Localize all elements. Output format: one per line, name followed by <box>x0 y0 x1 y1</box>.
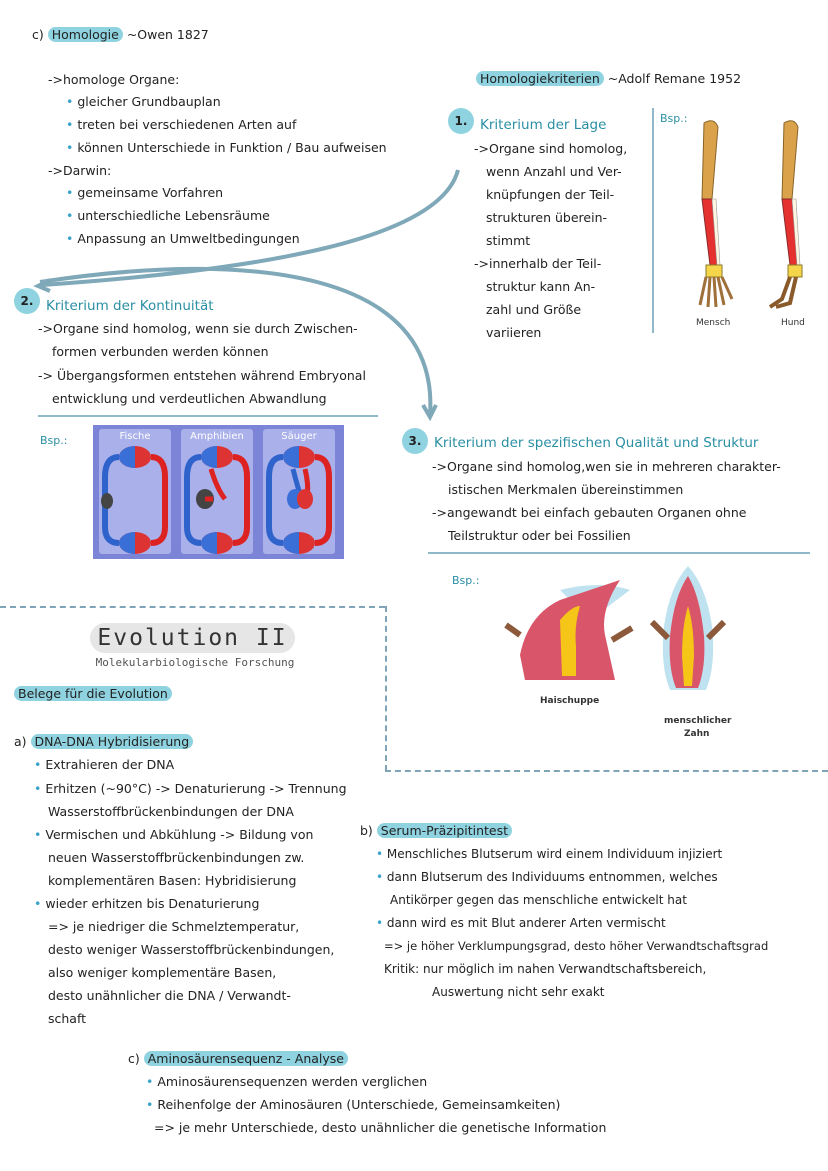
serum-point: • dann wird es mit Blut anderer Arten vermischt <box>376 914 666 932</box>
dna-text: desto weniger Wasserstoffbrückenbindungen, <box>48 942 335 957</box>
serum-text: Antikörper gegen das menschliche entwickelt hat <box>390 893 687 907</box>
section-letter: a) <box>14 734 27 749</box>
dna-text: => je niedriger die Schmelztemperatur, <box>48 919 300 934</box>
homologie-point: • gleicher Grundbauplan <box>66 93 221 111</box>
dna-point: • Vermischen und Abkühlung -> Bildung von <box>34 826 313 844</box>
kriterien-author: ~Adolf Remane 1952 <box>607 71 742 86</box>
panel-label: Amphibien <box>190 431 244 442</box>
k1-text: variieren <box>486 325 542 340</box>
dna-text: schaft <box>48 1011 87 1026</box>
k1-text: ->Organe sind homolog, <box>474 141 628 156</box>
k1-text: struktur kann An- <box>486 279 596 294</box>
heart-diagram-panel <box>93 425 344 559</box>
k1-bsp-label: Bsp.: <box>660 112 688 125</box>
serum-point: • Menschliches Blutserum wird einem Individuum injiziert <box>376 845 722 863</box>
dna-heading <box>14 733 193 751</box>
k3-divider <box>428 552 810 554</box>
evolution-border-top <box>0 606 385 608</box>
shark-scale <box>506 580 632 680</box>
scale-tooth-illustration <box>500 560 750 700</box>
section-letter: b) <box>360 823 373 838</box>
k2-text: entwicklung und verdeutlichen Abwandlung <box>52 391 327 406</box>
homologie-author: ~Owen 1827 <box>126 27 209 42</box>
darwin-point: • Anpassung an Umweltbedingungen <box>66 230 300 248</box>
k3-bsp-label: Bsp.: <box>452 574 480 587</box>
evolution-title: Evolution II <box>90 623 295 653</box>
kriterien-title: Homologiekriterien <box>476 71 604 86</box>
belege-heading <box>14 685 172 703</box>
k1-text: wenn Anzahl und Ver- <box>486 164 622 179</box>
amino-heading <box>128 1050 348 1068</box>
homologe-organe-label: ->homologe Organe: <box>48 72 180 87</box>
darwin-label: ->Darwin: <box>48 163 112 178</box>
dna-point: • wieder erhitzen bis Denaturierung <box>34 895 259 913</box>
k3-text: Teilstruktur oder bei Fossilien <box>448 528 631 543</box>
caption-haischuppe: Haischuppe <box>540 696 600 706</box>
human-tooth <box>652 566 724 690</box>
k3-text: ->Organe sind homolog,wen sie in mehreren charakter- <box>432 459 781 474</box>
caption-mensch: Mensch <box>696 318 731 328</box>
evolution-border-right <box>385 606 387 771</box>
dna-title: DNA-DNA Hybridisierung <box>31 734 194 749</box>
k1-text: strukturen überein- <box>486 210 607 225</box>
k2-text: ->Organe sind homolog, wenn sie durch Zwischen- <box>38 321 358 336</box>
amino-point: • Reihenfolge der Aminosäuren (Unterschiede, Gemeinsamkeiten) <box>146 1096 560 1114</box>
panel-label: Fische <box>119 431 151 442</box>
k2-bsp-label: Bsp.: <box>40 434 68 447</box>
serum-text: Auswertung nicht sehr exakt <box>432 985 605 999</box>
evolution-subtitle: Molekularbiologische Forschung <box>95 656 295 669</box>
homologie-point: • können Unterschiede in Funktion / Bau aufweisen <box>66 139 387 157</box>
k3-text: istischen Merkmalen übereinstimmen <box>448 482 684 497</box>
k1-text: zahl und Größe <box>486 302 582 317</box>
kriterium-1-number: 1. <box>448 108 474 134</box>
serum-title: Serum-Präzipitintest <box>377 823 512 838</box>
serum-text: => je höher Verklumpungsgrad, desto höher Verwandtschaftsgrad <box>384 939 769 953</box>
caption-zahn-line1: menschlicher <box>664 716 732 726</box>
dna-point: • Erhitzen (~90°C) -> Denaturierung -> Trennung <box>34 780 347 798</box>
serum-heading <box>360 822 512 840</box>
k1-text: knüpfungen der Teil- <box>486 187 615 202</box>
k3-text: ->angewandt bei einfach gebauten Organen ohne <box>432 505 747 520</box>
serum-point: • dann Blutserum des Individuums entnommen, welches <box>376 868 718 886</box>
caption-hund: Hund <box>781 318 805 328</box>
k2-text: formen verbunden werden können <box>52 344 269 359</box>
dna-text: komplementären Basen: Hybridisierung <box>48 873 297 888</box>
section-letter: c) <box>32 27 44 42</box>
kriterium-2-number: 2. <box>14 288 40 314</box>
dna-text: also weniger komplementäre Basen, <box>48 965 277 980</box>
dna-text: neuen Wasserstoffbrückenbindungen zw. <box>48 850 305 865</box>
k1-text: stimmt <box>486 233 531 248</box>
darwin-point: • gemeinsame Vorfahren <box>66 184 223 202</box>
circulation-icons <box>93 425 344 559</box>
arrow-to-kriterium-2 <box>42 170 458 285</box>
section-letter: c) <box>128 1051 140 1066</box>
k1-text: ->innerhalb der Teil- <box>474 256 602 271</box>
serum-text: Kritik: nur möglich im nahen Verwandtschaftsbereich, <box>384 962 707 976</box>
dna-point: • Extrahieren der DNA <box>34 756 174 774</box>
kriterium-2-title: Kriterium der Kontinuität <box>46 298 214 314</box>
kriterium-3-title: Kriterium der spezifischen Qualität und Struktur <box>434 435 759 451</box>
belege-title: Belege für die Evolution <box>14 686 172 701</box>
dna-text: Wasserstoffbrückenbindungen der DNA <box>48 804 294 819</box>
panel-label: Säuger <box>281 431 317 442</box>
amino-point: • Aminosäurensequenzen werden verglichen <box>146 1073 427 1091</box>
caption-zahn-line2: Zahn <box>684 729 710 739</box>
k2-text: -> Übergangsformen entstehen während Embryonal <box>38 368 366 383</box>
homologie-title: Homologie <box>48 27 123 42</box>
darwin-point: • unterschiedliche Lebensräume <box>66 207 270 225</box>
k2-divider <box>38 415 378 417</box>
kriterium-1-title: Kriterium der Lage <box>480 117 607 133</box>
homologie-point: • treten bei verschiedenen Arten auf <box>66 116 296 134</box>
evolution-border-bottom <box>385 770 828 772</box>
amino-title: Aminosäurensequenz - Analyse <box>144 1051 348 1066</box>
amino-text: => je mehr Unterschiede, desto unähnlicher die genetische Information <box>154 1120 607 1135</box>
kriterium-3-number: 3. <box>402 428 428 454</box>
dna-text: desto unähnlicher die DNA / Verwandt- <box>48 988 291 1003</box>
